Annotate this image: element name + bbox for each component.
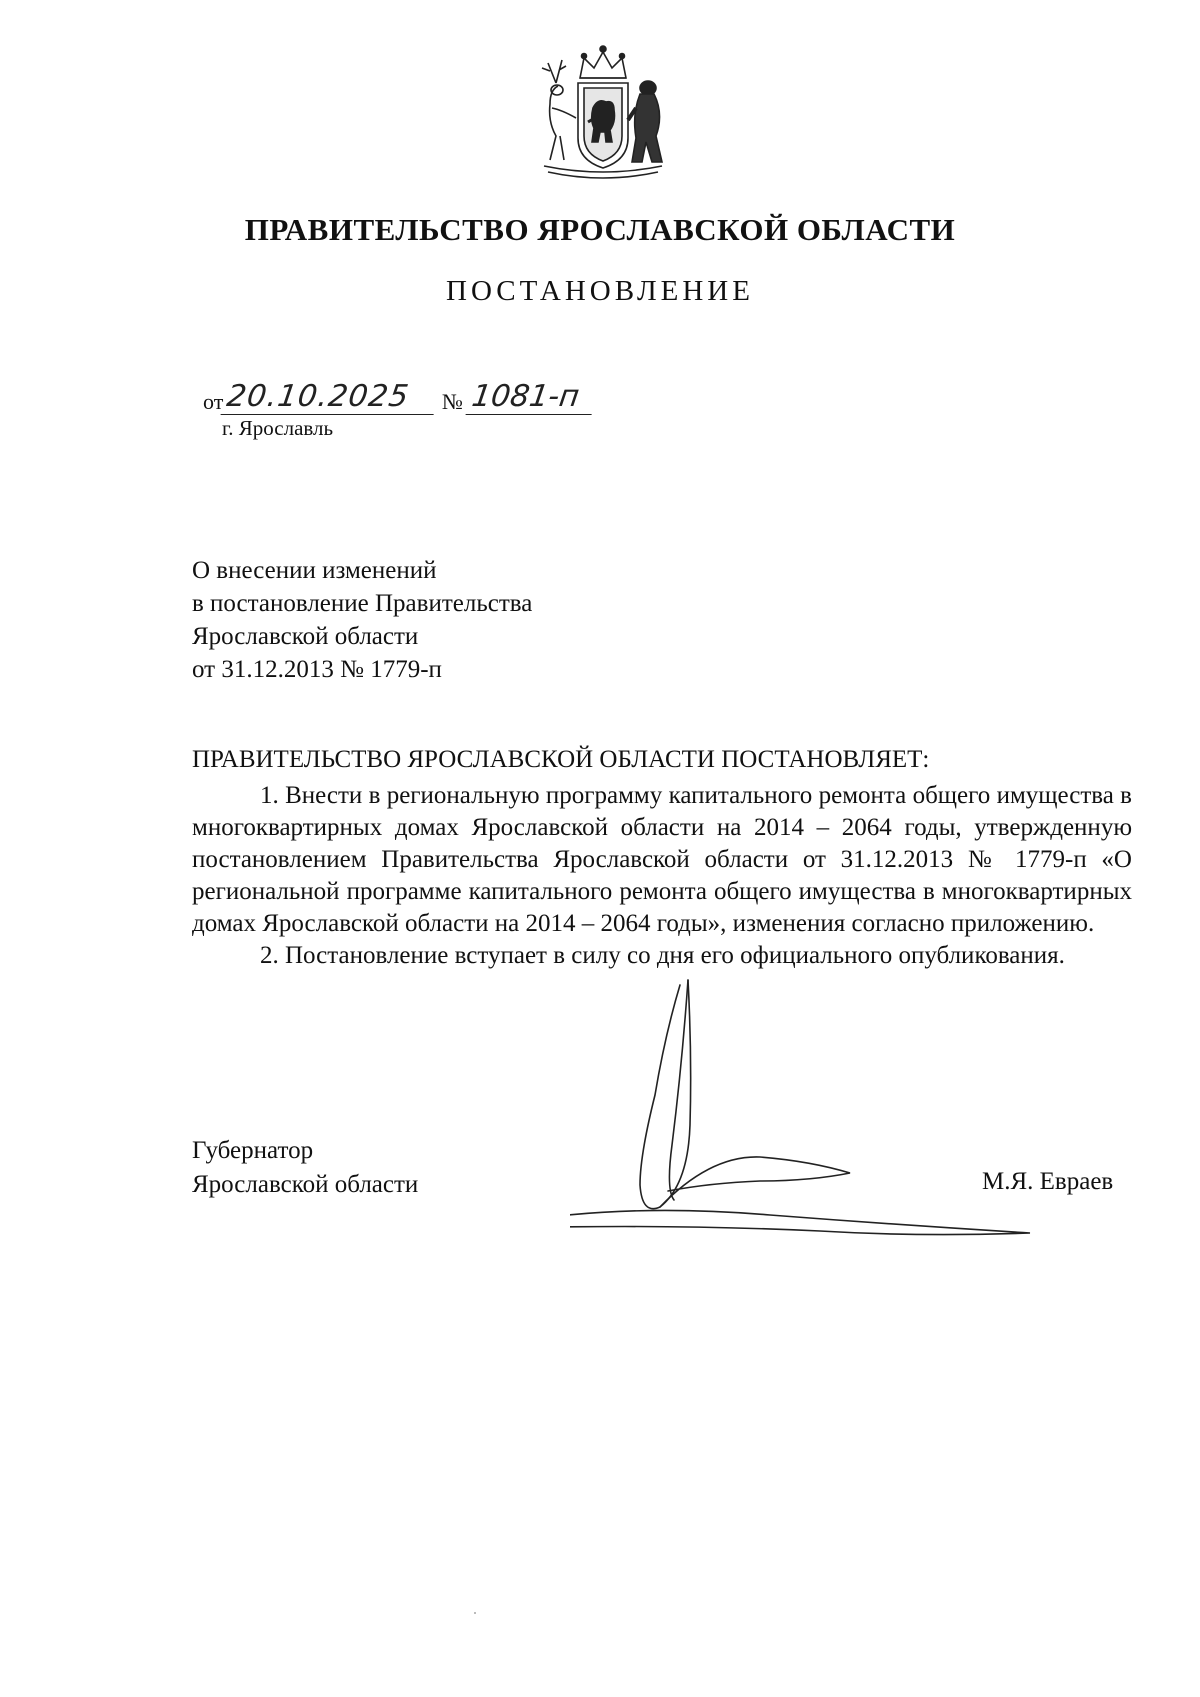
government-name: ПРАВИТЕЛЬСТВО ЯРОСЛАВСКОЙ ОБЛАСТИ xyxy=(244,212,956,247)
subject-line: в постановление Правительства xyxy=(192,590,533,617)
decree-body xyxy=(192,780,1132,972)
number-sign: № xyxy=(441,389,463,414)
signatory-position xyxy=(192,1134,418,1202)
date-number-row xyxy=(203,380,594,415)
subject-line: Ярославской области xyxy=(192,623,419,650)
document-type: ПОСТАНОВЛЕНИЕ xyxy=(446,275,754,307)
scan-speck xyxy=(474,1612,476,1614)
subject-block xyxy=(192,554,532,686)
decree-heading: ПРАВИТЕЛЬСТВО ЯРОСЛАВСКОЙ ОБЛАСТИ ПОСТАНОВЛЯЕТ: xyxy=(192,746,930,773)
signatory-name: М.Я. Евраев xyxy=(982,1168,1114,1195)
document-number: 1081-п xyxy=(466,380,597,415)
paragraph-2: 2. Постановление вступает в силу со дня его официального опубликования. xyxy=(260,942,1065,969)
yaroslavl-coat-of-arms-icon xyxy=(528,38,678,188)
city: г. Ярославль xyxy=(222,416,334,440)
position-line: Ярославской области xyxy=(192,1171,419,1198)
date-prefix: от xyxy=(203,389,224,414)
subject-line: от 31.12.2013 № 1779-п xyxy=(192,656,442,683)
document-date: 20.10.2025 xyxy=(221,380,439,415)
subject-line: О внесении изменений xyxy=(192,557,437,584)
handwritten-signature-icon xyxy=(570,975,1110,1265)
position-line: Губернатор xyxy=(192,1137,314,1164)
paragraph-1: 1. Внести в региональную программу капитального ремонта общего имущества в многоквартирных домах Ярославской области на 2014 – 2064 годы, утвержденную постановлением Правительства Ярославской области от 31.12.2013 № 1779-п «О региональной программе капитального ремонта общего имущества в многоквартирных домах Ярославской области на 2014 – 2064 годы», изменения согласно приложению. xyxy=(192,782,1132,937)
